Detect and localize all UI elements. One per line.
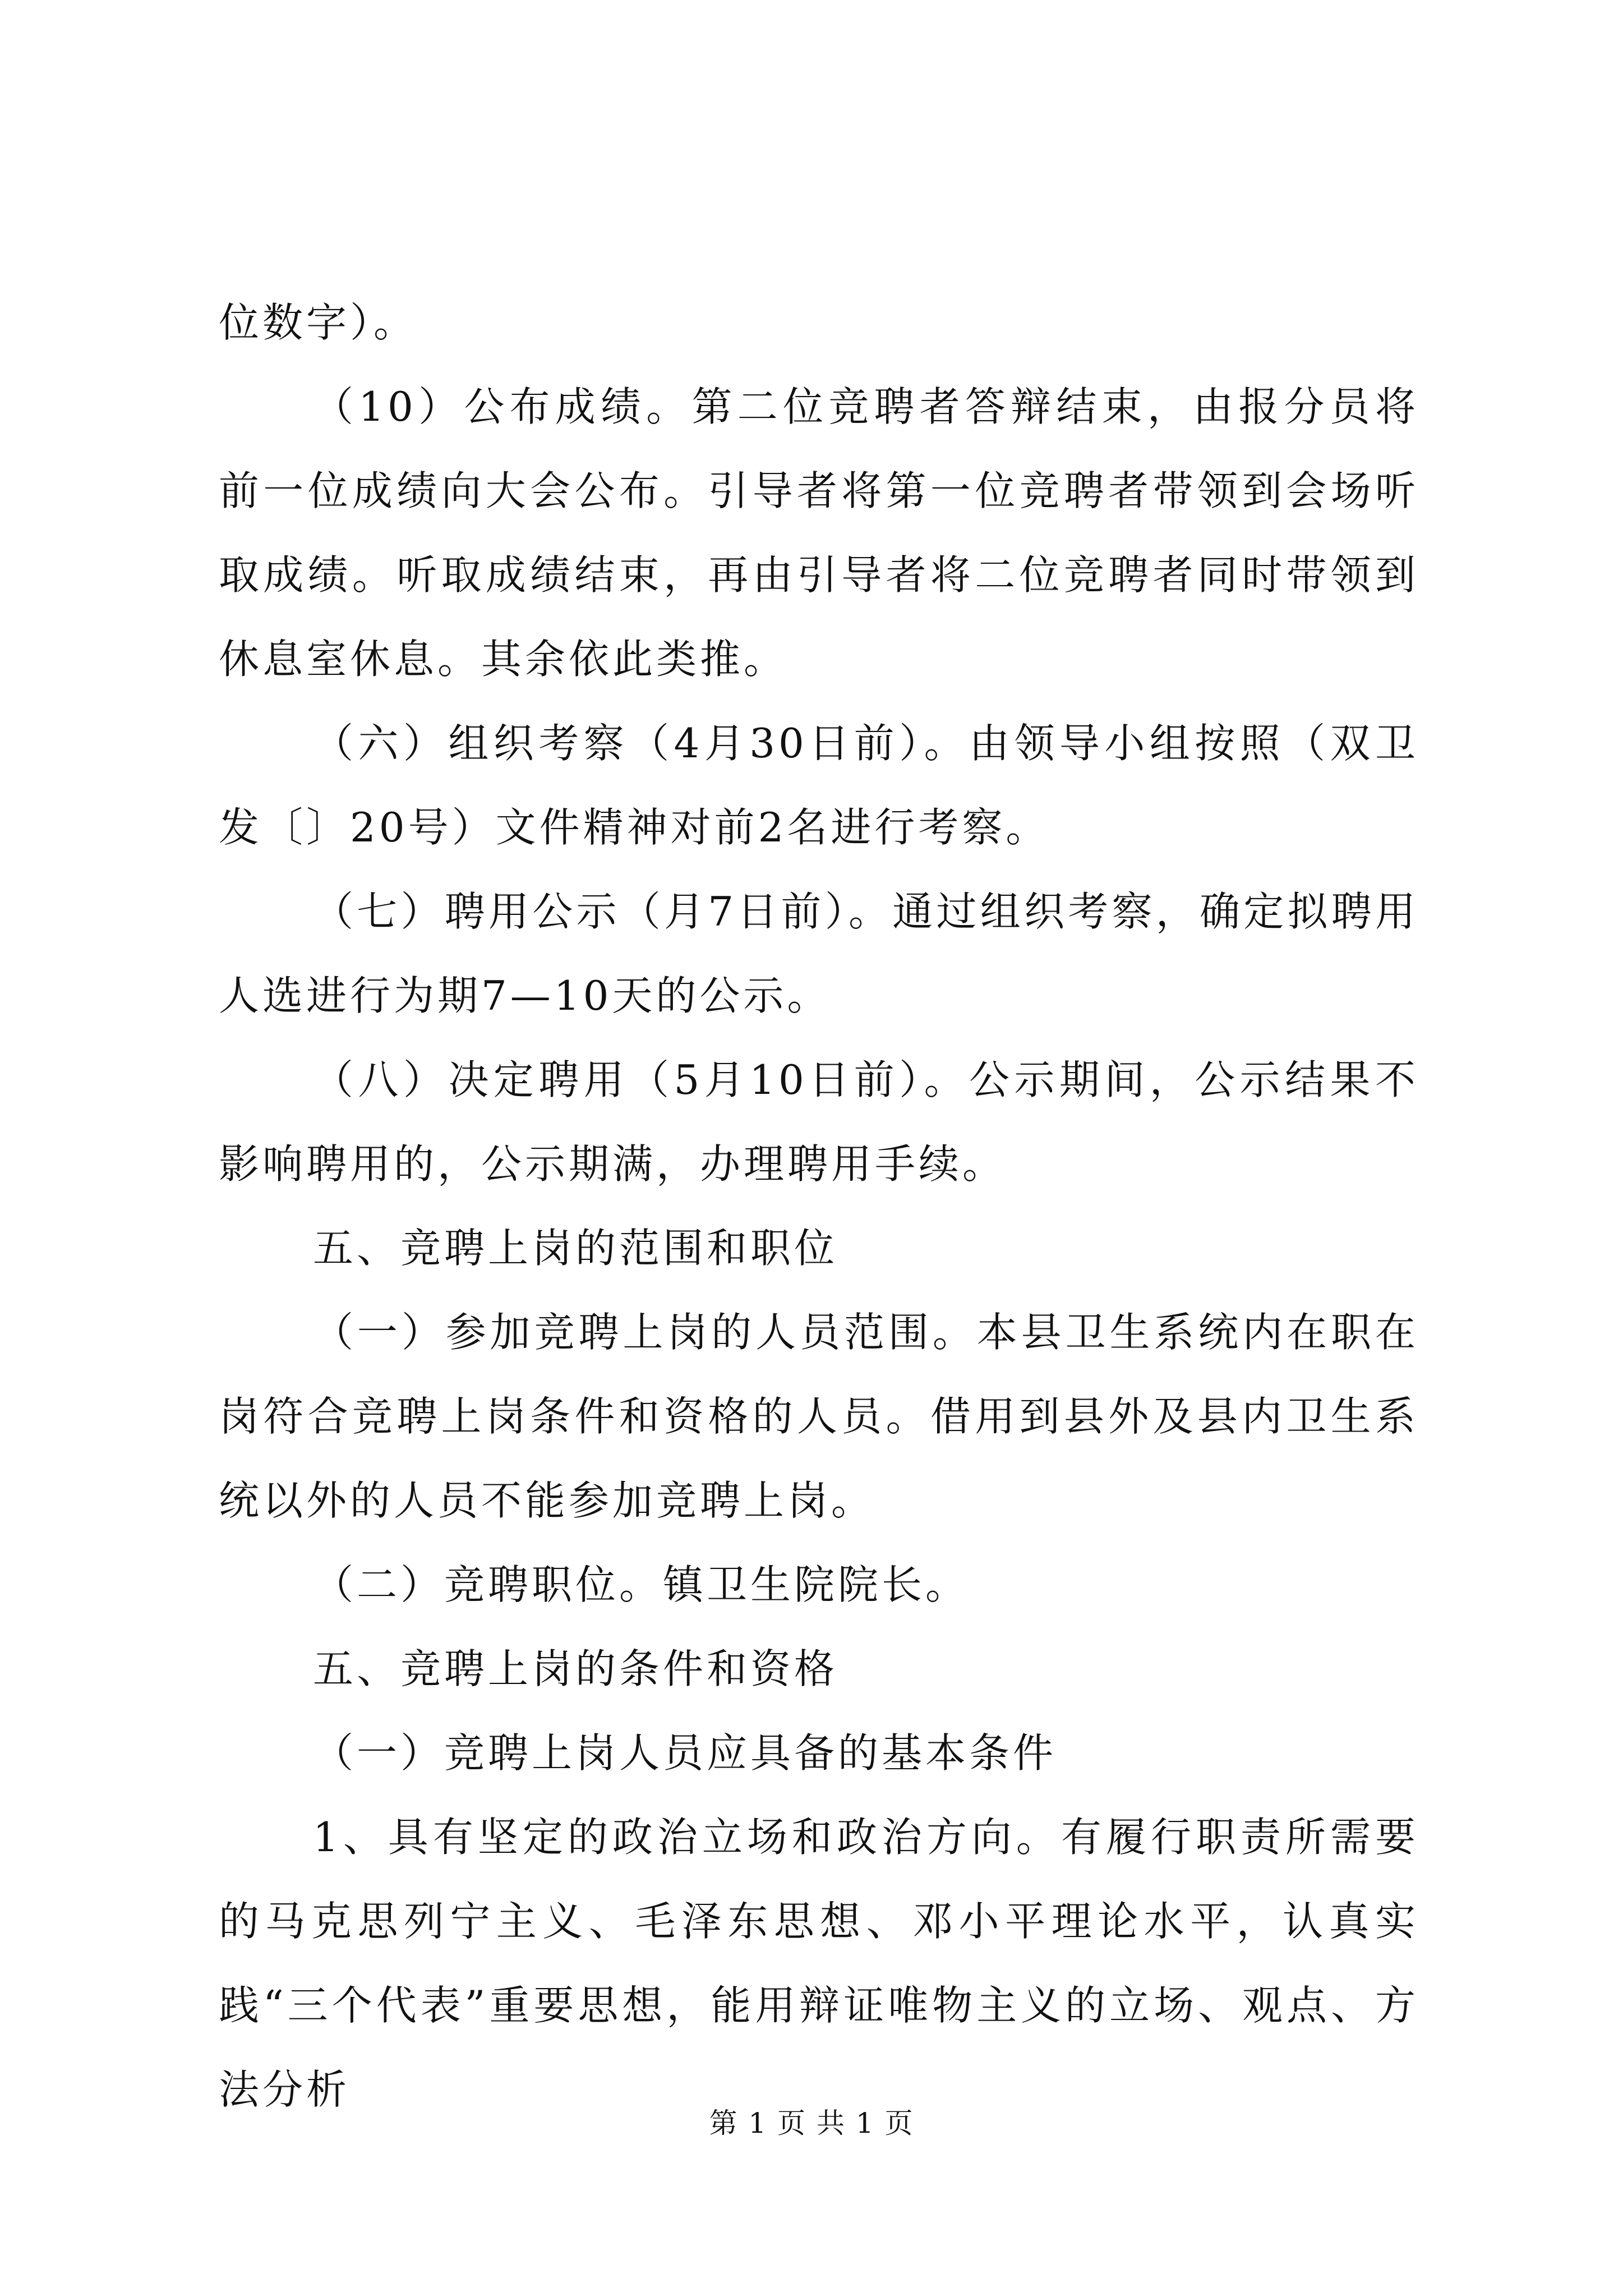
section-heading: 五、竞聘上岗的范围和职位 xyxy=(313,1225,838,1272)
page-number-footer: 第 1 页 共 1 页 xyxy=(709,2107,914,2139)
section-heading: 五、竞聘上岗的条件和资格 xyxy=(313,1645,838,1692)
paragraph: （一）参加竞聘上岗的人员范围。本县卫生系统内在职在岗符合竞聘上岗条件和资格的人员。借用到县外及县内卫生系统以外的人员不能参加竞聘上岗。 xyxy=(219,1309,1419,1524)
paragraph: 1、具有坚定的政治立场和政治方向。有履行职责所需要的马克思列宁主义、毛泽东思想、邓小平理论水平，认真实践“三个代表”重要思想，能用辩证唯物主义的立场、观点、方法分析 xyxy=(219,1814,1419,2113)
paragraph: （10）公布成绩。第二位竞聘者答辩结束，由报分员将前一位成绩向大会公布。引导者将第一位竞聘者带领到会场听取成绩。听取成绩结束，再由引导者将二位竞聘者同时带领到休息室休息。其余依此类推。 xyxy=(219,383,1419,683)
paragraph: （八）决定聘用（5月10日前）。公示期间，公示结果不影响聘用的，公示期满，办理聘用手续。 xyxy=(219,1056,1419,1188)
paragraph: （二）竞聘职位。镇卫生院院长。 xyxy=(313,1561,970,1608)
document-body xyxy=(219,280,1419,2132)
paragraph: （六）组织考察（4月30日前）。由领导小组按照（双卫发〔〕20号）文件精神对前2名进行考察。 xyxy=(219,720,1419,851)
paragraph: 位数字）。 xyxy=(219,299,418,346)
paragraph: （七）聘用公示（月7日前）。通过组织考察，确定拟聘用人选进行为期7—10天的公示。 xyxy=(219,888,1419,1019)
subsection-heading: （一）竞聘上岗人员应具备的基本条件 xyxy=(313,1729,1057,1777)
